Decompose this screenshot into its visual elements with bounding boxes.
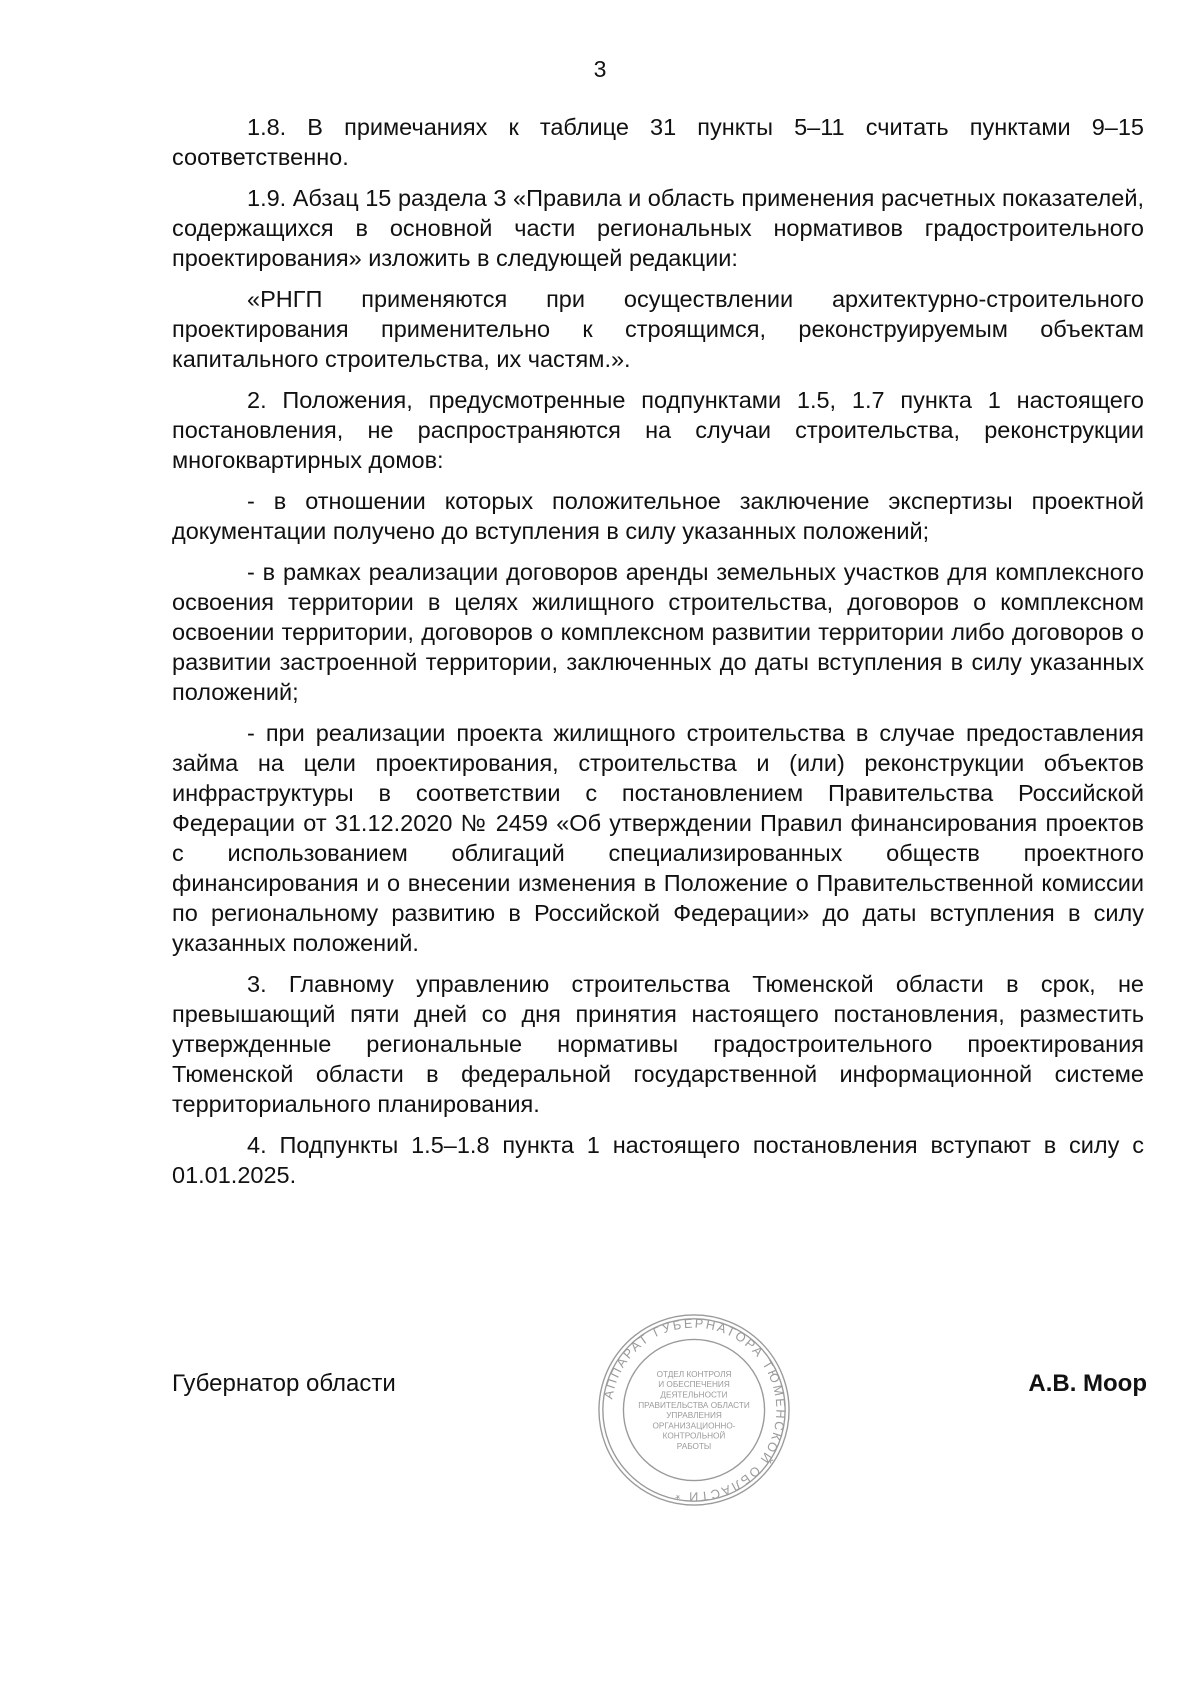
seal-inner-line: РАБОТЫ bbox=[676, 1441, 712, 1451]
signer-name: А.В. Моор bbox=[1028, 1370, 1147, 1397]
paragraph-item-contracts: - в рамках реализации договоров аренды земельных участков для комплексного освоения территории в целях жилищного строительства, договоров о комплексном освоении территории, договоров о комплексном развитии территории либо договоров о развитии застроенной территории, заключенных до даты вступления в силу указанных положений; bbox=[172, 559, 1144, 705]
page-number: 3 bbox=[593, 56, 607, 82]
paragraph-quote-rngp: «РНГП применяются при осуществлении архитектурно-строительного проектирования применительно к строящимся, реконструируемым объектам капитального строительства, их частям.». bbox=[172, 286, 1144, 372]
seal-inner-line: КОНТРОЛЬНОЙ bbox=[662, 1431, 726, 1441]
document-body bbox=[172, 112, 1144, 1201]
paragraph-item-loan: - при реализации проекта жилищного строительства в случае предоставления займа на цели проектирования, строительства и (или) реконструкции объектов инфраструктуры в соответствии с постановлением Правительства Российской Федерации от 31.12.2020 № 2459 «Об утверждении Правил финансирования проектов с использованием облигаций специализированных обществ проектного финансирования и о внесении изменения в Положение о Правительственной комиссии по региональному развитию в Российской Федерации» до даты вступления в силу указанных положений. bbox=[172, 720, 1144, 956]
signer-title: Губернатор области bbox=[172, 1370, 396, 1397]
seal-inner-line: ДЕЯТЕЛЬНОСТИ bbox=[660, 1390, 728, 1400]
paragraph-2: 2. Положения, предусмотренные подпунктами 1.5, 1.7 пункта 1 настоящего постановления, не распространяются на случаи строительства, реконструкции многоквартирных домов: bbox=[172, 387, 1144, 473]
seal-inner-line: УПРАВЛЕНИЯ bbox=[666, 1411, 722, 1421]
paragraph-item-expertise: - в отношении которых положительное заключение экспертизы проектной документации получено до вступления в силу указанных положений; bbox=[172, 488, 1144, 544]
paragraph-3: 3. Главному управлению строительства Тюменской области в срок, не превышающий пяти дней со дня принятия настоящего постановления, разместить утвержденные региональные нормативы градостроительного проектирования Тюменской области в федеральной государственной информационной системе территориального планирования. bbox=[172, 971, 1144, 1117]
paragraph-4: 4. Подпункты 1.5–1.8 пункта 1 настоящего постановления вступают в силу с 01.01.2025. bbox=[172, 1132, 1144, 1188]
seal-inner-line: ОТДЕЛ КОНТРОЛЯ bbox=[656, 1369, 732, 1379]
svg-text:АППАРАТ ГУБЕРНАТОРА ТЮМЕНСКОЙ: АППАРАТ ГУБЕРНАТОРА ТЮМЕНСКОЙ ОБЛАСТИ * bbox=[600, 1315, 789, 1505]
seal-inner-line: ОРГАНИЗАЦИОННО- bbox=[652, 1421, 736, 1431]
seal-inner-line: ПРАВИТЕЛЬСТВА ОБЛАСТИ bbox=[638, 1400, 750, 1410]
seal-inner-line: И ОБЕСПЕЧЕНИЯ bbox=[658, 1380, 730, 1390]
paragraph-1-9: 1.9. Абзац 15 раздела 3 «Правила и область применения расчетных показателей, содержащихся в основной части региональных нормативов градостроительного проектирования» изложить в следующей редакции: bbox=[172, 185, 1144, 271]
official-seal bbox=[596, 1312, 792, 1508]
paragraph-1-8: 1.8. В примечаниях к таблице 31 пункты 5–11 считать пунктами 9–15 соответственно. bbox=[172, 114, 1144, 170]
